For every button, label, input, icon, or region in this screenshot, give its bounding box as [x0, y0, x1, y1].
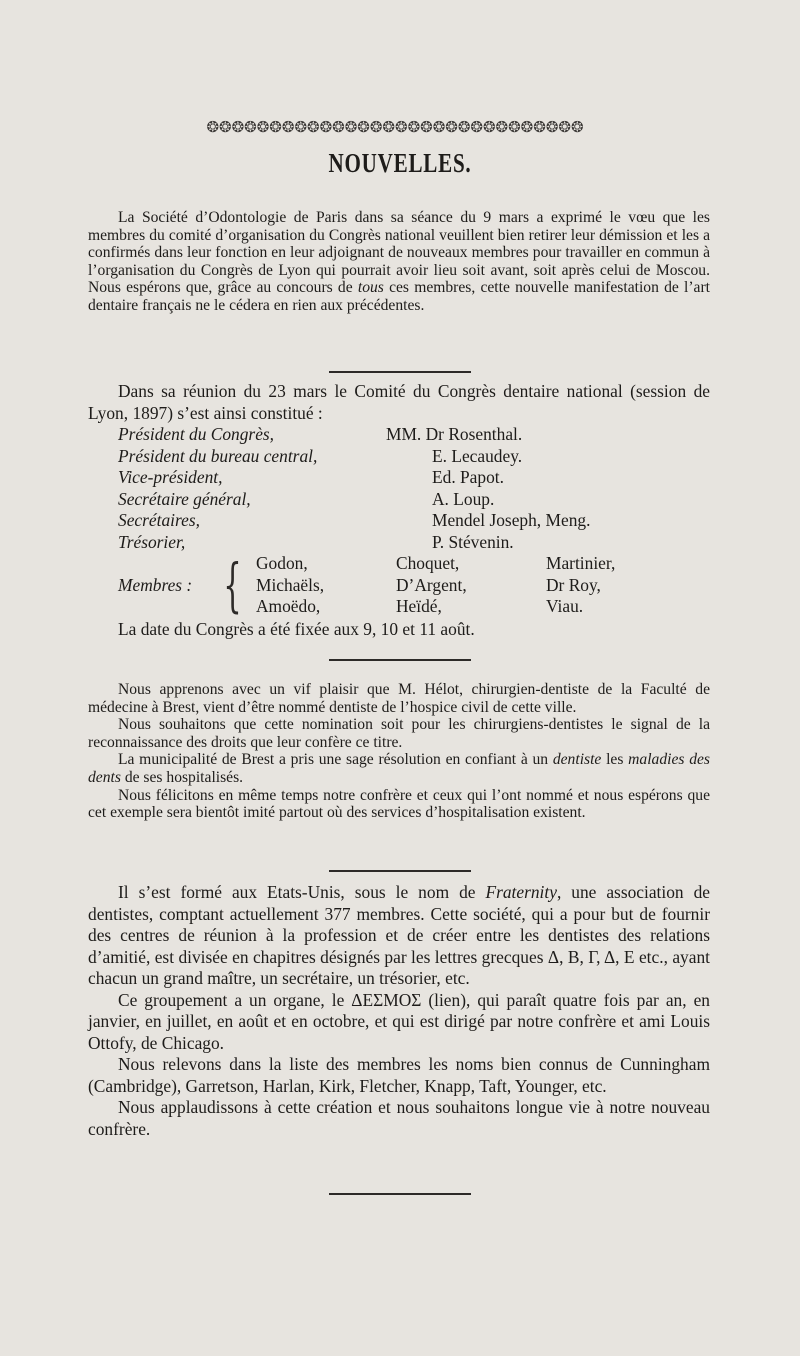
paragraph-societe — [88, 209, 710, 315]
divider — [329, 371, 471, 373]
members-grid — [256, 553, 676, 618]
brace-symbol: { — [223, 551, 242, 619]
p3c-start: La municipalité de Brest a pris une sage résolution en confiant à un — [118, 751, 553, 769]
congress-date: La date du Congrès a été fixée aux 9, 10 et 11 août. — [118, 619, 475, 639]
officer-role: Président du bureau central, — [118, 445, 318, 466]
p4-line-b: Ce groupement a un organe, le ΔΕΣΜΟΣ (lien), qui paraît quatre fois par an, en janvier, en juillet, en août et en octobre, et qui est dirigé par notre confrère et ami Louis Ottofy, de Chicago. — [88, 989, 710, 1053]
member-name: Dr Roy, — [546, 574, 601, 595]
p3c-italic-1: dentiste — [552, 751, 602, 769]
p1-text-end: ces membres, cette nouvelle manifestation de l’art dentaire français ne le cédera en rien aux précédentes. — [88, 279, 710, 314]
divider — [329, 1193, 471, 1195]
p3-line-d: Nous félicitons en même temps notre confrère et ceux qui l’ont nommé et nous espérons que cet exemple sera bientôt imité partout où des services d’hospitalisation existent. — [88, 786, 710, 822]
officer-name: A. Loup. — [432, 488, 495, 509]
officer-row — [118, 446, 678, 468]
p3-line-c — [88, 751, 710, 786]
officer-row — [118, 467, 678, 489]
member-name: Choquet, — [396, 553, 460, 573]
p4a-start: Il s’est formé aux Etats-Unis, sous le nom de — [118, 882, 486, 902]
officer-row — [118, 489, 678, 511]
members-row — [256, 596, 676, 618]
paragraph-fraternity — [88, 882, 710, 1140]
member-name: Michaëls, — [256, 574, 325, 595]
member-name: Viau. — [546, 596, 584, 616]
officer-name: Ed. Papot. — [432, 467, 504, 487]
officer-role: Secrétaires, — [118, 510, 200, 530]
member-name: Godon, — [256, 553, 308, 573]
divider — [329, 870, 471, 872]
officer-role: Trésorier, — [118, 531, 186, 552]
officer-role: Secrétaire général, — [118, 488, 251, 509]
member-name: Martinier, — [546, 553, 616, 573]
officer-name: E. Lecaudey. — [432, 445, 523, 466]
p4a-end: , une association de dentistes, comptant actuellement 377 membres. Cette société, qui a pour but de fournir des centres de réunion à la profession et de créer entre les dentistes des relations d’amitié, est divisée en chapitres désignés par les lettres grecques Δ, B, Γ, Δ, E etc., ayant chacun un grand maître, un secrétaire, un trésorier, etc. — [88, 882, 710, 988]
p4-line-d: Nous applaudissons à cette création et nous souhaitons longue vie à notre nouveau confrère. — [88, 1097, 710, 1139]
member-name: Amoëdo, — [256, 596, 321, 616]
members-row — [256, 553, 676, 575]
ornament-border: ❂❂❂❂❂❂❂❂❂❂❂❂❂❂❂❂❂❂❂❂❂❂❂❂❂❂❂❂❂❂ — [206, 118, 584, 136]
p3-line-a: Nous apprenons avec un vif plaisir que M. Hélot, chirurgien-dentiste de la Faculté de médecine à Brest, vient d’être nommé dentiste de l’hospice civil de cette ville. — [88, 681, 710, 716]
p3-line-b: Nous souhaitons que cette nomination soit pour les chirurgiens-dentistes le signal de la reconnaissance des droits que leur confère ce titre. — [88, 716, 710, 751]
p3c-mid: les — [601, 751, 629, 769]
member-name: D’Argent, — [396, 574, 467, 595]
p4-line-a — [88, 882, 710, 990]
officer-row — [118, 424, 678, 446]
page-title: NOUVELLES. — [328, 148, 472, 178]
member-name: Heïdé, — [396, 596, 442, 616]
p4a-italic: Fraternity — [485, 882, 557, 902]
officer-row — [118, 532, 678, 554]
officers-list — [118, 424, 678, 553]
officer-name: MM. Dr Rosenthal. — [386, 424, 523, 444]
officer-name: Mendel Joseph, Meng. — [432, 510, 591, 530]
p3c-italic-2: maladies des dents — [88, 751, 710, 786]
members-label: Membres : — [118, 575, 193, 595]
p1-italic: tous — [357, 279, 384, 297]
p3c-end: de ses hospitalisés. — [120, 768, 244, 786]
p4-line-c: Nous relevons dans la liste des membres les noms bien connus de Cunningham (Cambridge), Garretson, Harlan, Kirk, Fletcher, Knapp, Taft, Younger, etc. — [88, 1054, 710, 1096]
officer-role: Président du Congrès, — [118, 424, 275, 444]
officer-role: Vice-président, — [118, 467, 223, 487]
paragraph-helot — [88, 681, 710, 822]
p1-text: La Société d’Odontologie de Paris dans sa séance du 9 mars a exprimé le vœu que les membres du comité d’organisation du Congrès national veuillent bien retirer leur démission et les a confirmés dans leur fonction en leur adjoignant de nouveaux membres pour travailler en commun à l’organisation du Congrès de Lyon qui pourrait avoir lieu soit avant, soit après celui de Moscou. Nous espérons que, grâce au concours de — [88, 209, 710, 297]
officer-row — [118, 510, 678, 532]
paragraph-comite: Dans sa réunion du 23 mars le Comité du Congrès dentaire national (session de Lyon, 1897) s’est ainsi constitué : — [88, 381, 710, 423]
officer-name: P. Stévenin. — [432, 531, 514, 552]
divider — [329, 659, 471, 661]
members-row — [256, 575, 676, 597]
